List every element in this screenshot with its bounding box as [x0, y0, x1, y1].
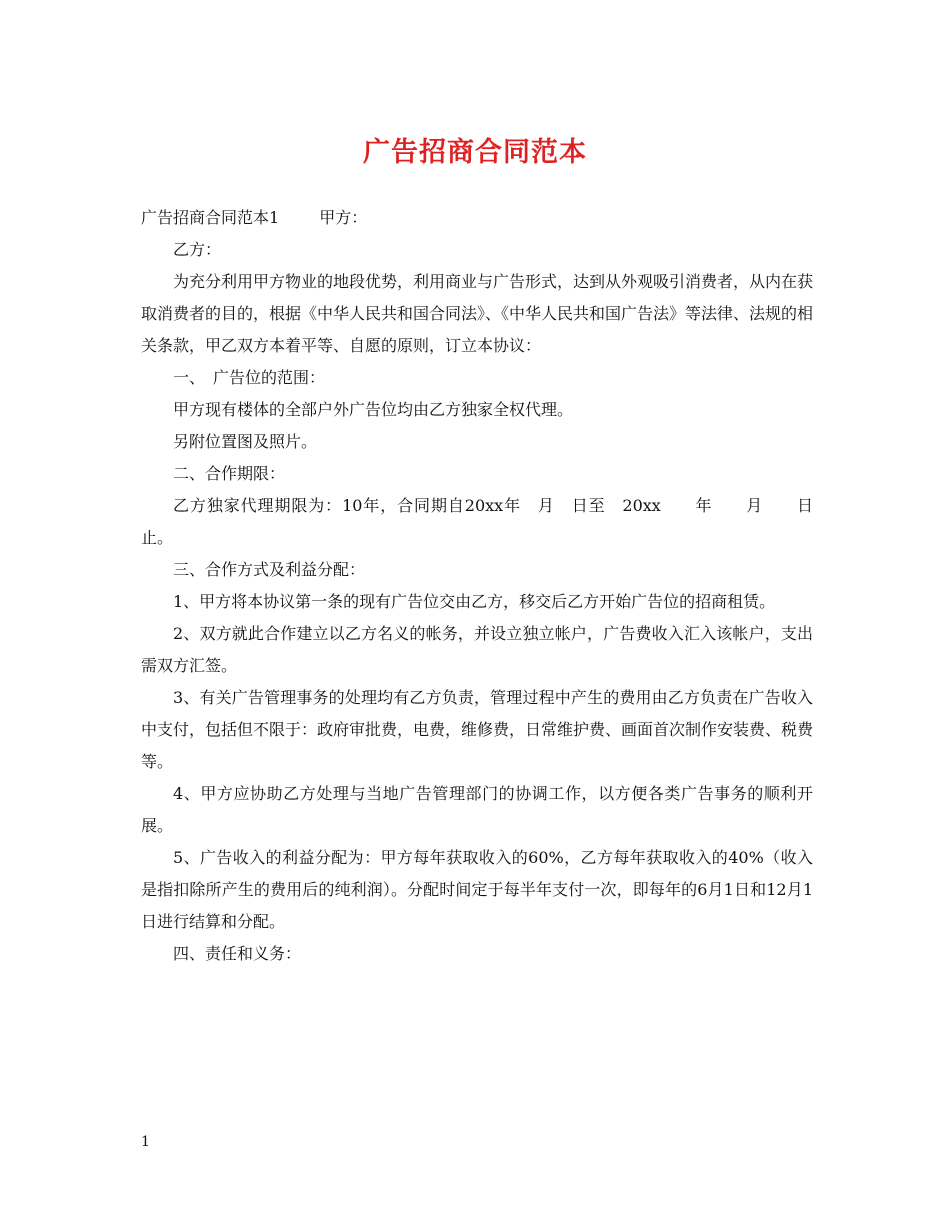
document-body — [141, 202, 813, 970]
paragraph: 5、广告收入的利益分配为：甲方每年获取收入的60%，乙方每年获取收入的40%（收入是指扣除所产生的费用后的纯利润）。分配时间定于每半年支付一次，即每年的6月1日和12月1日进行结算和分配。 — [141, 848, 813, 931]
section-heading: 二、合作期限： — [173, 464, 286, 483]
paragraph: 乙方： — [173, 240, 222, 259]
party-a-label: 甲方： — [319, 208, 368, 227]
paragraph: 乙方独家代理期限为：10年，合同期自20xx年 月 日至 20xx 年 月 日止。 — [141, 496, 813, 547]
paragraph: 1、甲方将本协议第一条的现有广告位交由乙方，移交后乙方开始广告位的招商租赁。 — [173, 592, 776, 611]
paragraph: 3、有关广告管理事务的处理均有乙方负责，管理过程中产生的费用由乙方负责在广告收入中支付，包括但不限于：政府审批费，电费，维修费，日常维护费、画面首次制作安装费、税费等。 — [141, 688, 814, 771]
section-heading: 三、合作方式及利益分配： — [173, 560, 366, 579]
paragraph: 4、甲方应协助乙方处理与当地广告管理部门的协调工作，以方便各类广告事务的顺利开展。 — [141, 784, 813, 835]
paragraph: 为充分利用甲方物业的地段优势，利用商业与广告形式，达到从外观吸引消费者，从内在获取消费者的目的，根据《中华人民共和国合同法》、《中华人民共和国广告法》等法律、法规的相关条款，甲乙双方本着平等、自愿的原则，订立本协议： — [141, 272, 814, 355]
paragraph: 2、双方就此合作建立以乙方名义的帐务，并设立独立帐户，广告费收入汇入该帐户，支出需双方汇签。 — [141, 624, 813, 675]
document-title: 广告招商合同范本 — [363, 137, 587, 168]
paragraph: 甲方现有楼体的全部户外广告位均由乙方独家全权代理。 — [173, 400, 574, 419]
header-line — [141, 202, 813, 234]
paragraph: 另附位置图及照片。 — [173, 432, 318, 451]
page-number: 1 — [141, 1134, 150, 1150]
contract-label: 广告招商合同范本1 — [141, 208, 280, 227]
section-heading: 四、责任和义务： — [173, 944, 302, 963]
section-heading: 一、 广告位的范围： — [173, 368, 326, 387]
